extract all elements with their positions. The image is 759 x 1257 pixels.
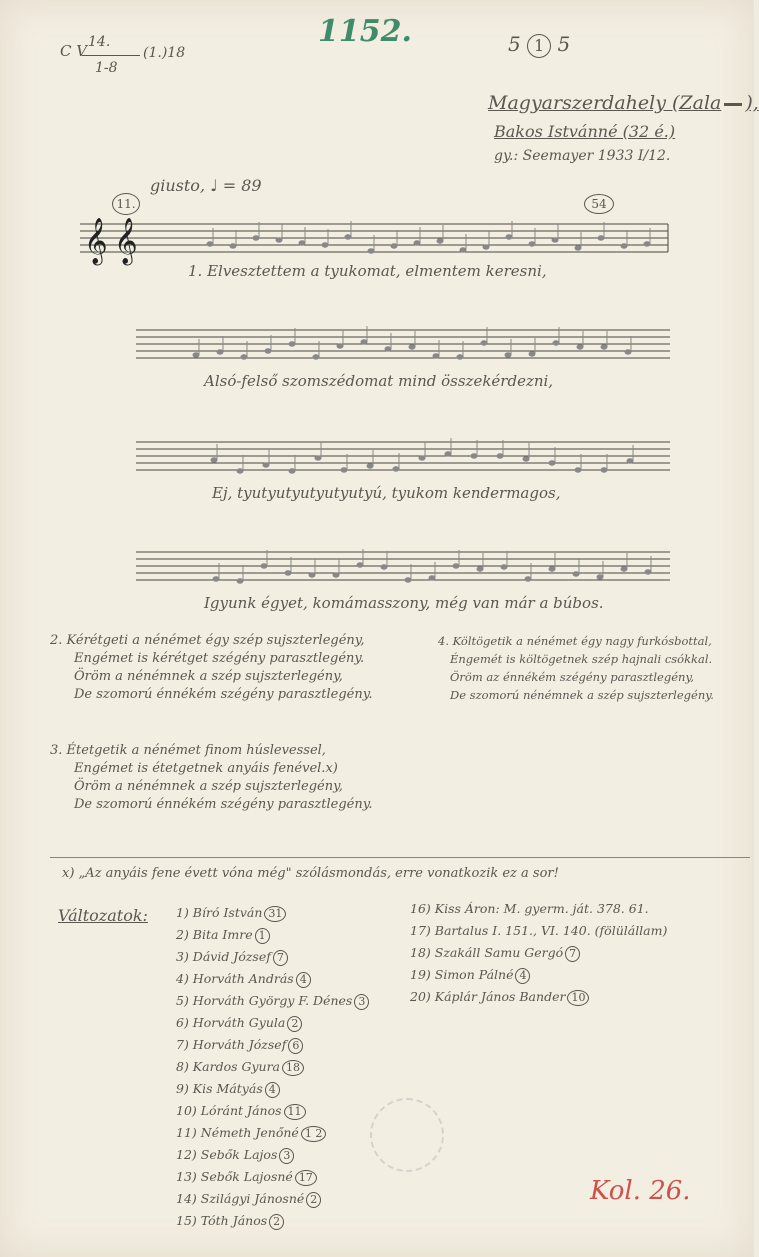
variant-item [410,920,667,942]
note-head [313,355,319,359]
fraction-suffix: (1.)18 [143,45,186,61]
note-head [193,353,199,357]
ref-circle: 1 [527,34,551,58]
variant-text: 18) Szakáll Samu Gergó [410,945,564,960]
note-head [601,468,607,472]
lyric-line-4: Igyunk égyet, komámasszony, még van már a búbos. [204,594,604,612]
note-head [457,355,463,359]
note-head [237,469,243,473]
variant-item [176,924,369,946]
staff-4 [136,548,671,584]
variant-text: 9) Kis Mátyás [176,1081,263,1096]
verse-3-line: De szomorú énnékém szégény parasztlegény. [74,797,373,812]
ref-right: 5 [557,32,571,56]
note-head [315,456,321,460]
note-head [345,235,351,239]
note-head [644,242,650,246]
variant-ref-circle: 4 [515,968,530,984]
note-head [265,349,271,353]
variant-item [176,1100,369,1122]
fraction-bottom: 1-8 [95,60,118,76]
document-number: 1152. [318,14,412,49]
variant-ref-circle: 2 [287,1016,302,1032]
variant-item [176,1078,369,1100]
variant-ref-circle: 1 2 [301,1126,327,1142]
circled-reference [508,32,570,58]
variant-ref-circle: 31 [264,906,286,922]
note-head [393,467,399,471]
variant-ref-circle: 17 [295,1170,317,1186]
note-head [405,578,411,582]
note-head [577,345,583,349]
variants-title: Változatok: [58,906,148,925]
variant-ref-circle: 10 [567,990,589,1006]
variant-text: 14) Szilágyi Jánosné [176,1191,305,1206]
note-head [419,456,425,460]
note-head [391,244,397,248]
note-head [414,241,420,245]
note-head [230,244,236,248]
note-head [645,570,651,574]
variant-text: 13) Sebők Lajosné [176,1169,293,1184]
note-head [621,567,627,571]
note-head [460,248,466,252]
variant-text: 7) Horváth József [176,1037,287,1052]
verse-3-line: Öröm a nénémnek a szép sujszterlegény, [74,779,343,794]
note-head [625,350,631,354]
note-head [575,468,581,472]
note-head [357,563,363,567]
variant-item [176,1034,369,1056]
note-head [322,243,328,247]
note-head [529,242,535,246]
note-head [429,576,435,580]
note-head [601,345,607,349]
note-head [367,464,373,468]
variants-right-list [410,898,667,1008]
verse-3-line: Engémet is étetgetnek anyáis fenével.x) [74,761,338,776]
note-head [289,469,295,473]
verse-4-line: De szomorú nénémnek a szép sujszterlegény. [450,688,714,702]
note-head [385,347,391,351]
note-head [501,565,507,569]
staff-2 [136,326,671,362]
note-head [276,238,282,242]
singer-name: Bakos Istvánné (32 é.) [494,122,676,141]
note-head [549,567,555,571]
variant-text: 16) Kiss Áron: M. gyerm. ját. 378. 61. [410,901,649,916]
note-head [523,457,529,461]
note-head [241,355,247,359]
note-head [483,245,489,249]
verse-2-line: Engémet is kérétget szégény parasztlegény. [74,651,365,666]
variant-ref-circle: 18 [282,1060,304,1076]
variant-ref-circle: 3 [354,994,369,1010]
note-head [453,564,459,568]
staff-1 [80,220,670,262]
variant-text: 20) Káplár János Bander [410,989,566,1004]
note-head [368,249,374,253]
variant-text: 15) Tóth János [176,1213,268,1228]
note-head [552,238,558,242]
note-head [598,236,604,240]
note-head [217,350,223,354]
note-head [211,458,217,462]
variant-item [176,968,369,990]
ref-left: 5 [508,32,521,56]
variant-ref-circle: 1 [255,928,270,944]
place-text: Magyarszerdahely (Zala [488,92,722,114]
note-head [481,341,487,345]
note-head [207,242,213,246]
variant-text: 10) Lóránt János [176,1103,282,1118]
variant-item [410,942,667,964]
note-head [263,463,269,467]
note-head [445,452,451,456]
variant-text: 4) Horváth András [176,971,294,986]
variant-ref-circle: 6 [288,1038,303,1054]
redaction-bar [724,103,742,106]
lyric-line-1: 1. Elvesztettem a tyukomat, elmentem keresni, [188,262,547,280]
fraction-top: 14. [88,34,111,50]
variant-ref-circle: 7 [273,950,288,966]
note-head [381,565,387,569]
verse-4-line: Éngemét is költögetnek szép hajnali csókkal. [450,652,713,666]
note-head [253,236,259,240]
variants-left-list [176,902,369,1232]
place-end: ), [745,92,759,114]
note-head [333,573,339,577]
note-head [575,246,581,250]
variant-ref-circle: 3 [279,1148,294,1164]
note-head [299,241,305,245]
variant-item [176,902,369,924]
collection-mark: Kol. 26. [590,1176,691,1206]
variant-text: 5) Horváth György F. Dénes [176,993,353,1008]
note-head [437,239,443,243]
note-head [505,353,511,357]
variant-ref-circle: 2 [269,1214,284,1230]
note-head [237,579,243,583]
note-head [337,344,343,348]
start-mark: 11. [112,193,140,215]
verse-2-line: De szomorú énnékém szégény parasztlegény. [74,687,373,702]
variant-item [176,990,369,1012]
variant-text: 12) Sebők Lajos [176,1147,278,1162]
note-head [525,577,531,581]
verse-4-line: 4. Költögetik a nénémet égy nagy furkósbottal, [438,634,712,648]
variant-item [176,946,369,968]
treble-clef-icon: 𝄞 [84,218,108,264]
variant-ref-circle: 7 [565,946,580,962]
verse-2 [50,632,372,704]
note-head [627,459,633,463]
verse-3 [50,742,372,814]
note-head [261,564,267,568]
note-head [409,345,415,349]
note-head [553,341,559,345]
note-head [497,454,503,458]
variant-text: 2) Bita Imre [176,927,253,942]
note-head [433,354,439,358]
note-head [621,244,627,248]
fraction-line [82,55,140,56]
note-head [341,468,347,472]
variant-ref-circle: 2 [306,1192,321,1208]
note-head [285,571,291,575]
verse-2-line: Öröm a nénémnek a szép sujszterlegény, [74,669,343,684]
treble-clef-icon: 𝄞 [114,218,138,264]
variant-item [176,1188,369,1210]
variant-item [176,1166,369,1188]
variant-item [176,1056,369,1078]
variant-item [176,1144,369,1166]
note-head [549,461,555,465]
note-head [573,572,579,576]
variant-item [176,1122,369,1144]
verse-2-line: 2. Kérétgeti a nénémet égy szép sujszterlegény, [50,633,365,648]
variant-text: 17) Bartalus I. 151., VI. 140. (fölülállam) [410,923,668,938]
variant-ref-circle: 4 [265,1082,280,1098]
tempo-marking: giusto, ♩ = 89 [150,176,262,195]
verse-4-line: Öröm az énnékém szégény parasztlegény, [450,670,695,684]
staff-3 [136,438,671,474]
note-head [471,454,477,458]
variant-text: 11) Németh Jenőné [176,1125,299,1140]
variant-text: 8) Kardos Gyura [176,1059,281,1074]
note-head [309,573,315,577]
variant-text: 6) Horváth Gyula [176,1015,286,1030]
note-head [506,235,512,239]
variant-item [410,964,667,986]
collector-info: gy.: Seemayer 1933 I/12. [494,148,671,164]
variant-ref-circle: 4 [296,972,311,988]
note-head [361,340,367,344]
variant-item [176,1210,369,1232]
lyric-line-2: Alsó-felső szomszédomat mind összekérdezni, [204,372,554,390]
place-name [488,92,759,114]
divider [50,857,750,858]
verse-3-line: 3. Étetgetik a nénémet finom húslevessel, [50,743,326,758]
variant-item [410,898,667,920]
faint-stamp [370,1098,444,1172]
lyric-line-3: Ej, tyutyutyutyutyutyú, tyukom kendermagos, [212,484,561,502]
variant-item [410,986,667,1008]
variant-item [176,1012,369,1034]
variant-text: 19) Simon Pálné [410,967,514,982]
note-head [213,577,219,581]
variant-text: 3) Dávid József [176,949,271,964]
note-head [529,352,535,356]
variant-text: 1) Bíró István [176,905,263,920]
note-head [597,575,603,579]
footnote: x) „Az anyáis fene évett vóna még" szólásmondás, erre vonatkozik ez a sor! [62,866,559,881]
end-mark: 54 [584,194,614,214]
verse-4 [438,632,714,704]
variant-ref-circle: 11 [284,1104,306,1120]
note-head [289,342,295,346]
note-head [477,567,483,571]
archive-code: C V [60,42,88,60]
